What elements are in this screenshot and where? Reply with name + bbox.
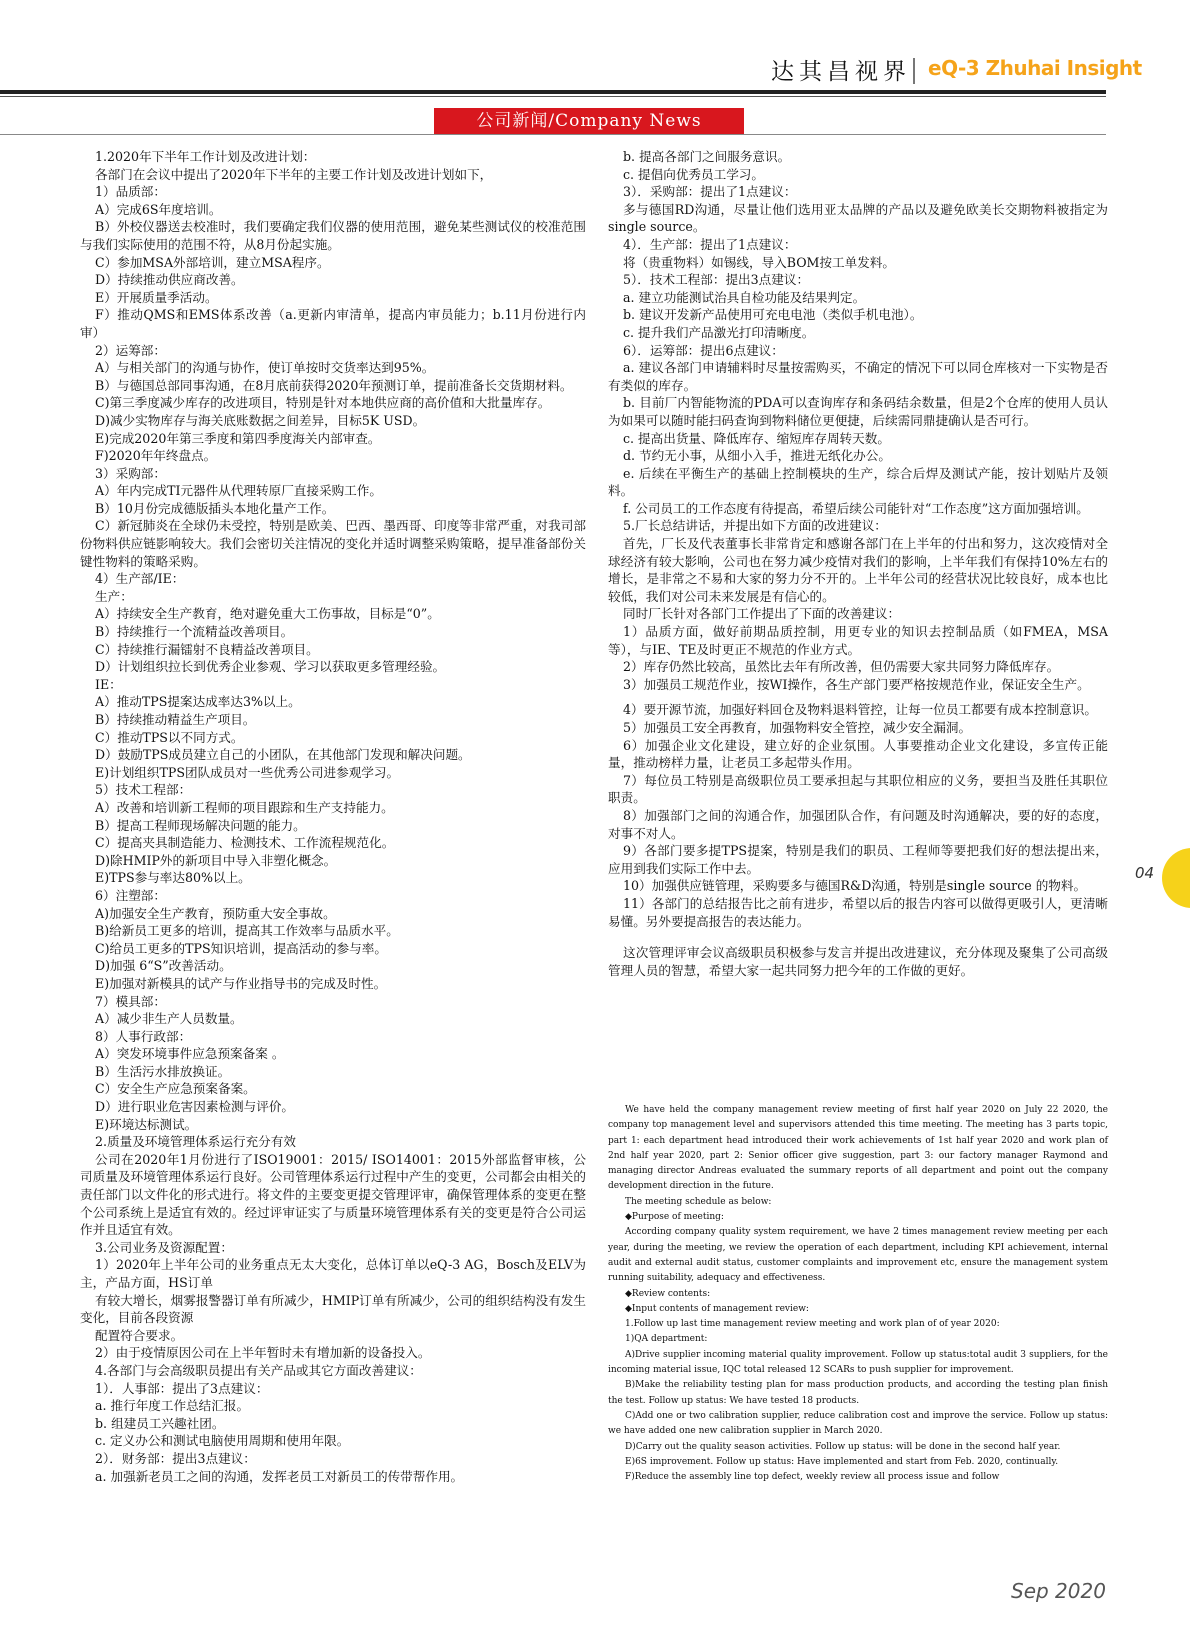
paragraph: b. 组建员工兴趣社团。 xyxy=(95,1415,225,1431)
paragraph: D)Carry out the quality season activities. Follow up status: will be done in the second half year. xyxy=(625,1441,1061,1452)
paragraph: 1）品质方面，做好前期品质控制，用更专业的知识去控制品质（如FMEA，MSA等），与IE、TE及时更正不规范的作业方式。 xyxy=(608,624,1108,657)
paragraph: 8）加强部门之间的沟通合作，加强团队合作，有问题及时沟通解决，要的好的态度，对事不对人。 xyxy=(608,807,1108,841)
paragraph: b. 目前厂内智能物流的PDA可以查询库存和条码结余数量，但是2个仓库的使用人员认为如果可以随时能扫码查询到物料储位更便捷，后续需同鼎捷确认是否可行。 xyxy=(608,395,1108,428)
paragraph: 8）人事行政部： xyxy=(95,1028,192,1044)
paragraph: 公司在2020年1月份进行了ISO19001：2015/ ISO14001：2015外部监督审核，公司质量及环境管理体系运行良好。公司管理体系运行过程中产生的变更，公司都会由相关的责任部门以文件化的形式进行。将文件的主要变更提交管理评审，确保管理体系的变更在整个公司系统上是适宜有效的。经过评审证实了与质量环境管理体系有关的变更是符合公司运作并且适宜有效。 xyxy=(80,1151,586,1238)
paragraph: D）鼓励TPS成员建立自己的小团队，在其他部门发现和解决问题。 xyxy=(95,747,471,763)
paragraph: e. 后续在平衡生产的基础上控制模块的生产，综合后焊及测试产能，按计划贴片及领料。 xyxy=(608,465,1108,499)
paragraph: A)加强安全生产教育，预防重大安全事故。 xyxy=(95,905,336,921)
paragraph: C)给员工更多的TPS知识培训，提高活动的参与率。 xyxy=(95,940,387,956)
paragraph: 3）采购部： xyxy=(95,465,166,481)
paragraph: C）推动TPS以不同方式。 xyxy=(95,729,244,745)
paragraph: A）持续安全生产教育，绝对避免重大工伤事故，目标是“0”。 xyxy=(95,606,440,622)
paragraph: A）与相关部门的沟通与协作，使订单按时交货率达到95%。 xyxy=(95,360,435,376)
paragraph: 11）各部门的总结报告比之前有进步，希望以后的报告内容可以做得更吸引人，更清晰易懂。另外要提高报告的表达能力。 xyxy=(608,895,1108,929)
paragraph: A）完成6S年度培训。 xyxy=(95,201,222,217)
paragraph: B）持续推行一个流精益改善项目。 xyxy=(95,624,294,640)
paragraph: 5）加强员工安全再教育，加强物料安全管控，减少安全漏洞。 xyxy=(623,720,972,735)
paragraph: B）生活污水排放换证。 xyxy=(95,1063,231,1079)
paragraph: D)除HMIP外的新项目中导入非塑化概念。 xyxy=(95,852,337,868)
paragraph: 多与德国RD沟通，尽量让他们选用亚太品牌的产品以及避免欧美长交期物料被指定为single source。 xyxy=(608,201,1108,235)
paragraph: 1）品质部： xyxy=(95,184,166,200)
paragraph: A）突发环境事件应急预案备案 。 xyxy=(95,1046,285,1062)
paragraph: a. 建议各部门申请辅料时尽量按需购买，不确定的情况下可以同仓库核对一下实物是否有类似的库存。 xyxy=(608,360,1108,393)
paragraph: D)减少实物库存与海关底账数据之间差异，目标5K USD。 xyxy=(95,412,426,428)
paragraph: B）持续推动精益生产项目。 xyxy=(95,712,256,727)
paragraph: B）提高工程师现场解决问题的能力。 xyxy=(95,817,306,833)
english-summary xyxy=(608,1103,1108,1485)
paragraph: d. 节约无小事，从细小入手，推进无纸化办公。 xyxy=(623,448,891,464)
left-column xyxy=(80,148,586,1485)
paragraph: 有较大增长，烟雾报警器订单有所减少，HMIP订单有所减少，公司的组织结构没有发生变化，目前各段资源 xyxy=(80,1292,586,1326)
paragraph: 2.质量及环境管理体系运行充分有效 xyxy=(95,1134,296,1150)
paragraph: 生产： xyxy=(95,588,133,604)
paragraph: D)加强 6“S”改善活动。 xyxy=(95,958,232,974)
section-banner: 公司新闻/Company News xyxy=(434,108,744,134)
paragraph: 同时厂长针对各部门工作提出了下面的改善建议： xyxy=(623,606,901,622)
header-separator xyxy=(913,58,915,84)
paragraph: B）与德国总部同事沟通，在8月底前获得2020年预测订单，提前准备长交货期材料。 xyxy=(95,377,573,393)
paragraph: C）持续推行漏镭射不良精益改善项目。 xyxy=(95,641,319,657)
paragraph: c. 提升我们产品激光打印清晰度。 xyxy=(623,324,815,340)
paragraph: b. 建议开发新产品使用可充电电池（类似手机电池）。 xyxy=(623,307,923,323)
paragraph: 2）．财务部：提出3点建议： xyxy=(95,1450,256,1466)
paragraph: 2）运筹部： xyxy=(95,342,166,358)
paragraph: c. 定义办公和测试电脑使用周期和使用年限。 xyxy=(95,1433,350,1449)
paragraph: 7）每位员工特别是高级职位员工要承担起与其职位相应的义务，要担当及胜任其职位职责。 xyxy=(608,772,1108,806)
paragraph: 1）．人事部：提出了3点建议： xyxy=(95,1380,269,1396)
paragraph: B）10月份完成德版插头本地化量产工作。 xyxy=(95,500,335,516)
paragraph: b. 提高各部门之间服务意识。 xyxy=(623,149,791,164)
paragraph: 配置符合要求。 xyxy=(95,1327,184,1343)
paragraph: 5）技术工程部： xyxy=(95,782,192,798)
paragraph: 5.厂长总结讲话，并提出如下方面的改进建议： xyxy=(623,518,887,534)
paragraph: B）外校仪器送去校准时，我们要确定我们仪器的使用范围，避免某些测试仪的校准范围与我们实际使用的范围不符，从8月份起实施。 xyxy=(80,219,586,252)
banner-rule xyxy=(0,134,1106,135)
paragraph: D）进行职业危害因素检测与评价。 xyxy=(95,1099,295,1115)
paragraph: 4）要开源节流，加强好料回仓及物料退料管控，让每一位员工都要有成本控制意识。 xyxy=(623,702,1097,718)
paragraph: D）计划组织拉长到优秀企业参观、学习以获取更多管理经验。 xyxy=(95,659,446,675)
paragraph: F)2020年年终盘点。 xyxy=(95,448,217,464)
paragraph: 5）．技术工程部：提出3点建议： xyxy=(623,272,810,288)
paragraph: 1）2020年上半年公司的业务重点无太大变化，总体订单以eQ-3 AG，Bosch及ELV为主，产品方面，HS订单 xyxy=(80,1257,586,1290)
paragraph: 7）模具部： xyxy=(95,993,166,1009)
paragraph: 6）注塑部： xyxy=(95,887,166,903)
paragraph: The meeting schedule as below: xyxy=(625,1196,772,1207)
paragraph: c. 提倡向优秀员工学习。 xyxy=(623,166,764,182)
paragraph: A）减少非生产人员数量。 xyxy=(95,1011,243,1027)
header-rule xyxy=(0,90,1106,94)
paragraph: E）开展质量季活动。 xyxy=(95,289,218,305)
paragraph: According company quality system requirement, we have 2 times management review meeting per each year, during the meeting, we review the operation of each department, including KPI achievement, internal audit and external audit status, customer complaints and improvement etc, ensure the management system running suitability, adequacy and effectiveness. xyxy=(608,1227,1108,1284)
paragraph: E)6S improvement. Follow up status: Have implemented and start from Feb. 2020, continually. xyxy=(625,1456,1059,1467)
paragraph: C)Add one or two calibration supplier, reduce calibration cost and improve the service. Follow up status: we have added one new calibration supplier in March 2020. xyxy=(608,1410,1108,1437)
paragraph: E)完成2020年第三季度和第四季度海关内部审查。 xyxy=(95,430,381,446)
paragraph: E)加强对新模具的试产与作业指导书的完成及时性。 xyxy=(95,975,387,991)
paragraph: ◆Purpose of meeting: xyxy=(625,1212,724,1223)
paragraph: B)给新员工更多的培训，提高其工作效率与品质水平。 xyxy=(95,923,399,939)
paragraph: IE： xyxy=(95,676,122,692)
paragraph: 首先，厂长及代表董事长非常肯定和感谢各部门在上半年的付出和努力，这次疫情对全球经济有较大影响，公司也在努力减少疫情对我们的影响，上半年我们有保持10%左右的增长，是非常之不易和大家的努力分不开的。上半年公司的经营状况比较良好，成本也比较低，我们对公司未来发展是有信心的。 xyxy=(608,536,1108,604)
paragraph: A）改善和培训新工程师的项目跟踪和生产支持能力。 xyxy=(95,799,394,815)
paragraph: c. 提高出货量、降低库存、缩短库存周转天数。 xyxy=(623,430,890,446)
paragraph: E)计划组织TPS团队成员对一些优秀公司进参观学习。 xyxy=(95,764,400,780)
paragraph: A）年内完成TI元器件从代理转原厂直接采购工作。 xyxy=(95,483,382,499)
magazine-title-en: eQ-3 Zhuhai Insight xyxy=(928,56,1142,80)
magazine-title-cn: 达其昌视界 xyxy=(771,59,911,85)
paragraph: 2）由于疫情原因公司在上半年暂时未有增加新的设备投入。 xyxy=(95,1345,431,1361)
right-column xyxy=(608,148,1108,979)
paragraph: 4）．生产部：提出了1点建议： xyxy=(623,236,797,252)
paragraph: A）推动TPS提案达成率达3%以上。 xyxy=(95,694,301,710)
paragraph: a. 建立功能测试治具自检功能及结果判定。 xyxy=(623,289,866,305)
paragraph: 3）加强员工规范作业，按WI操作，各生产部门要严格按规范作业，保证安全生产。 xyxy=(623,676,1090,692)
paragraph: a. 推行年度工作总结汇报。 xyxy=(95,1398,250,1414)
paragraph: 9）各部门要多提TPS提案，特别是我们的职员、工程师等要把我们好的想法提出来，应用到我们实际工作中去。 xyxy=(608,843,1108,876)
paragraph: 将（贵重物料）如锡线，导入BOM按工单发料。 xyxy=(623,254,895,270)
paragraph: We have held the company management review meeting of first half year 2020 on July 22 2020, the company top management level and supervisors attended this time meeting. The meeting has 3 parts topic, part 1: each department head introduced their work achievements of 1st half year 2020 and work plan of 2nd half year 2020, part 2: Senior officer give suggestion, part 3: our factory manager Raymond and managing director Andreas evaluated the summary reports of all department and point out the company development direction in the future. xyxy=(608,1105,1108,1192)
paragraph: C)第三季度减少库存的改进项目，特别是针对本地供应商的高价值和大批量库存。 xyxy=(95,395,551,411)
paragraph: ◆Review contents: xyxy=(625,1288,711,1299)
paragraph: 1)QA department: xyxy=(625,1334,708,1345)
paragraph: 10）加强供应链管理，采购要多与德国R&D沟通，特别是single source 的物料。 xyxy=(623,878,1087,894)
paragraph: 1.Follow up last time management review meeting and work plan of of year 2020: xyxy=(625,1319,1000,1330)
paragraph: B)Make the reliability testing plan for mass production products, and according the testing plan finish the test. Follow up status: We have tested 18 products. xyxy=(608,1380,1108,1406)
paragraph: f. 公司员工的工作态度有待提高，希望后续公司能针对“工作态度”这方面加强培训。 xyxy=(623,500,1089,516)
page-tab-marker xyxy=(1162,848,1190,908)
paragraph: F)Reduce the assembly line top defect, weekly review all process issue and follow xyxy=(625,1472,1000,1483)
paragraph: 3）．采购部：提出了1点建议： xyxy=(623,184,797,200)
paragraph: F）推动QMS和EMS体系改善（a.更新内审清单，提高内审员能力；b.11月份进行内审） xyxy=(80,307,586,340)
paragraph: 1.2020年下半年工作计划及改进计划： xyxy=(95,149,316,164)
paragraph: 2）库存仍然比较高，虽然比去年有所改善，但仍需要大家共同努力降低库存。 xyxy=(623,659,1060,675)
closing-paragraph: 这次管理评审会议高级职员积极参与发言并提出改进建议，充分体现及聚集了公司高级管理人员的智慧，希望大家一起共同努力把今年的工作做的更好。 xyxy=(608,945,1108,978)
page-number: 04 xyxy=(1135,864,1155,882)
paragraph: 各部门在会议中提出了2020年下半年的主要工作计划及改进计划如下， xyxy=(95,166,493,182)
paragraph: 3.公司业务及资源配置： xyxy=(95,1239,233,1255)
paragraph: ◆Input contents of management review: xyxy=(625,1303,809,1314)
paragraph: C）参加MSA外部培训，建立MSA程序。 xyxy=(95,254,330,270)
paragraph: D）持续推动供应商改善。 xyxy=(95,272,244,288)
paragraph: C）提高夹具制造能力、检测技术、工作流程规范化。 xyxy=(95,835,395,851)
paragraph: 6）加强企业文化建设，建立好的企业氛围。人事要推动企业文化建设，多宣传正能量，推动榜样力量，让老员工多起带头作用。 xyxy=(608,737,1108,771)
paragraph: C）安全生产应急预案备案。 xyxy=(95,1081,256,1097)
header-rule-thin xyxy=(0,96,1106,97)
paragraph: A)Drive supplier incoming material quality improvement. Follow up status:total audit 3 suppliers, for the incoming material issue, IQC total released 12 SCARs to push supplier for improvement. xyxy=(608,1349,1108,1376)
paragraph: a. 加强新老员工之间的沟通，发挥老员工对新员工的传带帮作用。 xyxy=(95,1468,464,1484)
paragraph: 4.各部门与会高级职员提出有关产品或其它方面改善建议： xyxy=(95,1362,422,1378)
paragraph: C）新冠肺炎在全球仍未受控，特别是欧美、巴西、墨西哥、印度等非常严重，对我司部份物料供应链影响较大。我们会密切关注情况的变化并适时调整采购策略，提早准备部份关键性物料的策略采购。 xyxy=(80,518,586,569)
paragraph: E)环境达标测试。 xyxy=(95,1116,198,1132)
paragraph: 4）生产部/IE： xyxy=(95,571,185,587)
issue-date: Sep 2020 xyxy=(1011,1579,1106,1603)
paragraph: E)TPS参与率达80%以上。 xyxy=(95,870,251,886)
paragraph: 6）．运筹部：提出6点建议： xyxy=(623,342,784,358)
